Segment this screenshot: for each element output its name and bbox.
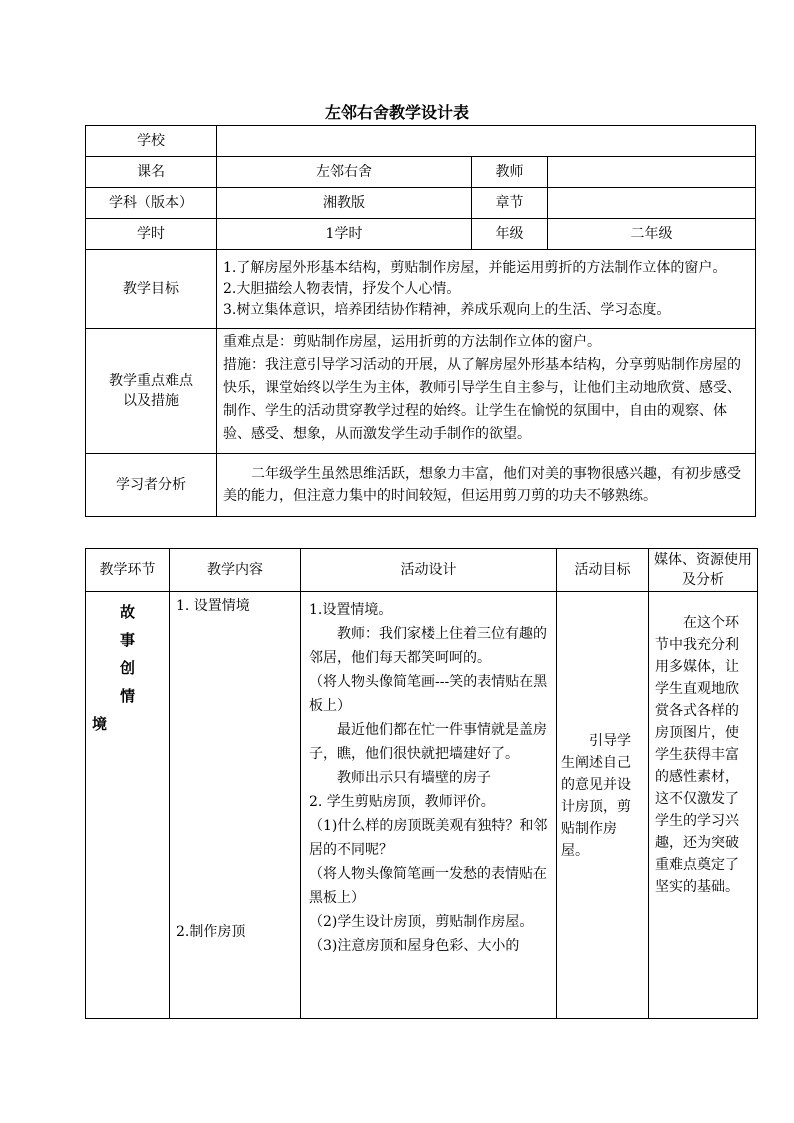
teacher-label: 教师 bbox=[472, 157, 548, 188]
subject-row bbox=[86, 188, 756, 219]
goals-row bbox=[86, 250, 756, 329]
media-cell: 在这个环节中我充分利用多媒体，让学生直观地欣赏各式各样的房顶图片，使学生获得丰富的感性素材，这不仅激发了学生的学习兴趣，还为突破重难点奠定了坚实的基础。 bbox=[649, 592, 758, 1019]
goal-item: 1.了解房屋外形基本结构，剪贴制作房屋，并能运用剪折的方法制作立体的窗户。 bbox=[223, 259, 727, 276]
activity-line: 最近他们都在忙一件事情就是盖房子，瞧，他们很快就把墙建好了。 bbox=[309, 722, 547, 762]
hours-value: 1学时 bbox=[217, 219, 472, 250]
learner-row bbox=[86, 454, 756, 517]
hours-label: 学时 bbox=[86, 219, 217, 250]
activity-line: （3)注意房顶和屋身色彩、大小的 bbox=[309, 938, 520, 954]
document-title: 左邻右舍教学设计表 bbox=[324, 103, 469, 122]
activity-line: 2. 学生剪贴房顶，教师评价。 bbox=[309, 794, 495, 810]
goal-item: 3.树立集体意识，培养团结协作精神，养成乐观向上的生活、学习态度。 bbox=[223, 301, 671, 318]
school-label: 学校 bbox=[86, 126, 217, 157]
stage-char: 情 bbox=[119, 687, 135, 705]
school-value bbox=[217, 126, 756, 157]
key-points-label-line1: 教学重点难点 bbox=[109, 373, 193, 389]
content-item-setting: 1. 设置情境 bbox=[176, 598, 250, 614]
hours-row bbox=[86, 219, 756, 250]
key-point-item: 重难点是：剪贴制作房屋，运用折剪的方法制作立体的窗户。 bbox=[223, 334, 601, 350]
activity-line: 1.设置情境。 bbox=[309, 602, 393, 618]
header-content: 教学内容 bbox=[170, 549, 301, 592]
grade-value: 二年级 bbox=[548, 219, 756, 250]
process-header-row bbox=[86, 549, 758, 592]
header-stage: 教学环节 bbox=[86, 549, 170, 592]
course-row bbox=[86, 157, 756, 188]
teacher-value bbox=[548, 157, 756, 188]
chapter-value bbox=[548, 188, 756, 219]
goals-label: 教学目标 bbox=[86, 250, 217, 329]
process-row-story bbox=[86, 592, 758, 1019]
design-info-table bbox=[85, 125, 756, 517]
header-media: 媒体、资源使用及分析 bbox=[649, 549, 758, 592]
learner-label: 学习者分析 bbox=[86, 454, 217, 517]
activity-list bbox=[309, 598, 550, 1012]
grade-label: 年级 bbox=[472, 219, 548, 250]
activity-line: （2)学生设计房顶，剪贴制作房屋。 bbox=[309, 914, 534, 930]
stage-char: 事 bbox=[119, 631, 135, 649]
stage-char: 故 bbox=[119, 603, 135, 621]
objective-cell: 引导学生阐述自己的意见并设计房顶，剪贴制作房屋。 bbox=[557, 592, 649, 1019]
teaching-process-table bbox=[85, 548, 758, 1019]
subject-value: 湘教版 bbox=[217, 188, 472, 219]
activity-line: （1)什么样的房顶既美观有独特？和邻居的不同呢？ bbox=[309, 818, 548, 858]
activity-line: （将人物头像简笔画一发愁的表情贴在黑板上） bbox=[309, 866, 547, 906]
key-points-label-line2: 以及措施 bbox=[123, 393, 179, 409]
activity-line: （将人物头像简笔画---笑的表情贴在黑板上） bbox=[309, 674, 548, 714]
header-objective: 活动目标 bbox=[557, 549, 649, 592]
stage-char: 境 bbox=[92, 715, 108, 733]
stage-char: 创 bbox=[119, 659, 135, 677]
activity-line: 教师出示只有墙壁的房子 bbox=[337, 770, 491, 786]
subject-label: 学科（版本） bbox=[86, 188, 217, 219]
goals-cell bbox=[217, 250, 756, 329]
goal-item: 2.大胆描绘人物表情，抒发个人心情。 bbox=[223, 280, 461, 297]
activity-cell bbox=[301, 592, 557, 1019]
content-item-roof: 2.制作房顶 bbox=[176, 924, 246, 940]
key-points-label bbox=[86, 329, 217, 454]
key-point-item: 措施：我注意引导学习活动的开展，从了解房屋外形基本结构，分享剪贴制作房屋的快乐，课堂始终以学生为主体，教师引导学生自主参与，让他们主动地欣赏、感受、制作、学生的活动贯穿教学过程的始终。让学生在愉悦的氛围中，自由的观察、体验、感受、想象，从而激发学生动手制作的欲望。 bbox=[223, 357, 741, 442]
stage-cell bbox=[86, 592, 170, 1019]
header-activity: 活动设计 bbox=[301, 549, 557, 592]
course-value: 左邻右舍 bbox=[217, 157, 472, 188]
chapter-label: 章节 bbox=[472, 188, 548, 219]
content-cell bbox=[170, 592, 301, 1019]
school-row bbox=[86, 126, 756, 157]
course-label: 课名 bbox=[86, 157, 217, 188]
learner-text: 二年级学生虽然思维活跃，想象力丰富，他们对美的事物很感兴趣，有初步感受美的能力，但注意力集中的时间较短，但运用剪刀剪的功夫不够熟练。 bbox=[217, 454, 756, 517]
key-points-row bbox=[86, 329, 756, 454]
key-points-cell bbox=[217, 329, 756, 454]
activity-line: 教师：我们家楼上住着三位有趣的邻居，他们每天都笑呵呵的。 bbox=[309, 626, 547, 666]
